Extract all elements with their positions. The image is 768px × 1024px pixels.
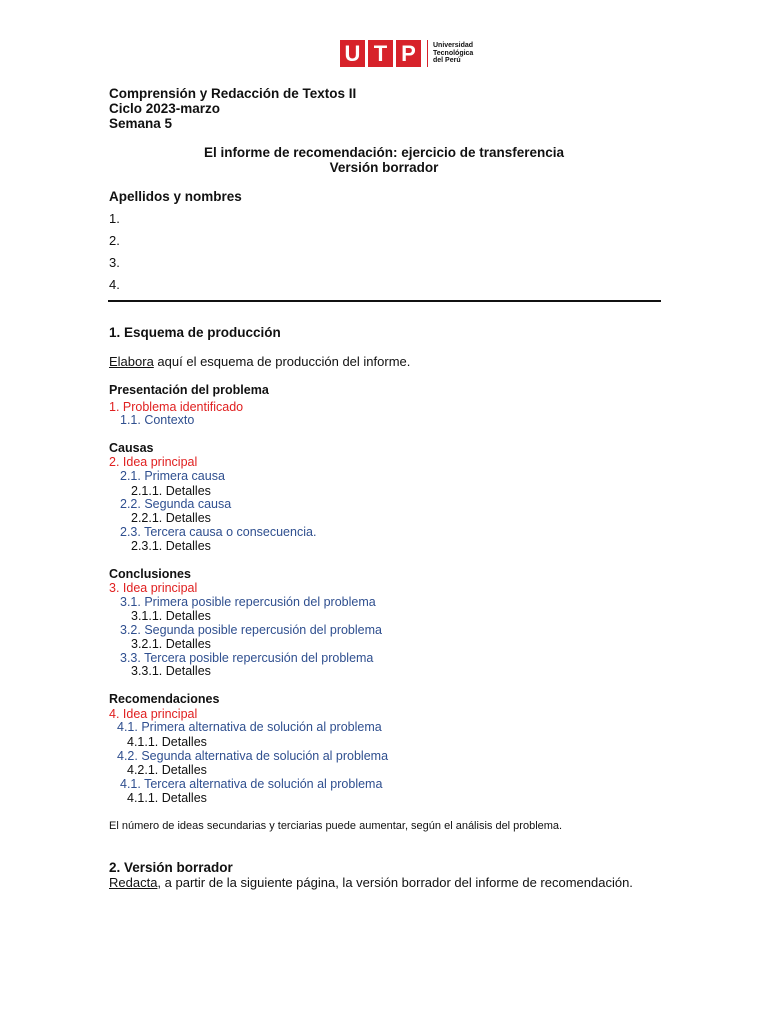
conclusiones-detail-1: 3.1.1. Detalles bbox=[131, 609, 211, 623]
recomendaciones-detail-3: 4.1.1. Detalles bbox=[127, 791, 207, 805]
horizontal-rule bbox=[108, 300, 661, 302]
recomendaciones-sub-1: 4.1. Primera alternativa de solución al problema bbox=[117, 720, 382, 734]
scheme-note: El número de ideas secundarias y terciarias puede aumentar, según el análisis del problema. bbox=[109, 820, 563, 832]
conclusiones-detail-3: 3.3.1. Detalles bbox=[131, 664, 211, 678]
logo-letter-u: U bbox=[340, 40, 365, 67]
name-line-3: 3. bbox=[109, 255, 120, 270]
causas-detail-1: 2.1.1. Detalles bbox=[131, 484, 211, 498]
causas-sub-3: 2.3. Tercera causa o consecuencia. bbox=[120, 525, 317, 539]
logo-divider bbox=[427, 40, 428, 67]
conclusiones-sub-2: 3.2. Segunda posible repercusión del problema bbox=[120, 623, 382, 637]
utp-logo bbox=[340, 40, 473, 67]
causas-detail-3: 2.3.1. Detalles bbox=[131, 539, 211, 553]
name-line-4: 4. bbox=[109, 277, 120, 292]
logo-text bbox=[433, 42, 473, 65]
presentacion-sub: 1.1. Contexto bbox=[120, 413, 195, 427]
causas-title: Causas bbox=[109, 441, 154, 455]
week: Semana 5 bbox=[109, 116, 173, 131]
causas-detail-2: 2.2.1. Detalles bbox=[131, 511, 211, 525]
section-1-instruction bbox=[109, 354, 410, 369]
instruction-verb-2: Redacta bbox=[109, 875, 158, 890]
instruction-verb: Elabora bbox=[109, 354, 154, 369]
cycle: Ciclo 2023-marzo bbox=[109, 101, 221, 116]
section-2-title: 2. Versión borrador bbox=[109, 860, 233, 875]
logo-letter-t: T bbox=[368, 40, 393, 67]
conclusiones-idea: 3. Idea principal bbox=[109, 581, 198, 595]
causas-sub-2: 2.2. Segunda causa bbox=[120, 497, 232, 511]
section-1-title: 1. Esquema de producción bbox=[109, 325, 281, 340]
recomendaciones-detail-2: 4.2.1. Detalles bbox=[127, 763, 207, 777]
causas-sub-1: 2.1. Primera causa bbox=[120, 469, 225, 483]
logo-line-2: Tecnológica bbox=[433, 49, 474, 57]
logo-letter-p: P bbox=[396, 40, 421, 67]
instruction-text-2: , a partir de la siguiente página, la versión borrador del informe de recomendación. bbox=[157, 875, 633, 890]
instruction-text: aquí el esquema de producción del informe. bbox=[153, 354, 411, 369]
name-line-1: 1. bbox=[109, 211, 120, 226]
logo-line-1: Universidad bbox=[433, 42, 474, 50]
recomendaciones-title: Recomendaciones bbox=[109, 692, 220, 706]
conclusiones-title: Conclusiones bbox=[109, 567, 191, 581]
logo-line-3: del Perú bbox=[433, 57, 461, 65]
section-2-instruction bbox=[109, 875, 633, 890]
recomendaciones-sub-3: 4.1. Tercera alternativa de solución al problema bbox=[120, 777, 383, 791]
conclusiones-sub-1: 3.1. Primera posible repercusión del problema bbox=[120, 595, 376, 609]
conclusiones-sub-3: 3.3. Tercera posible repercusión del problema bbox=[120, 651, 374, 665]
document-title: El informe de recomendación: ejercicio de transferencia bbox=[203, 145, 565, 160]
causas-idea: 2. Idea principal bbox=[109, 455, 198, 469]
names-label: Apellidos y nombres bbox=[109, 189, 242, 204]
recomendaciones-detail-1: 4.1.1. Detalles bbox=[127, 735, 207, 749]
presentacion-idea: 1. Problema identificado bbox=[109, 400, 244, 414]
document-subtitle: Versión borrador bbox=[329, 160, 439, 175]
recomendaciones-idea: 4. Idea principal bbox=[109, 707, 198, 721]
name-line-2: 2. bbox=[109, 233, 120, 248]
conclusiones-detail-2: 3.2.1. Detalles bbox=[131, 637, 211, 651]
recomendaciones-sub-2: 4.2. Segunda alternativa de solución al problema bbox=[117, 749, 389, 763]
presentacion-title: Presentación del problema bbox=[109, 383, 269, 397]
course-name: Comprensión y Redacción de Textos II bbox=[109, 86, 357, 101]
